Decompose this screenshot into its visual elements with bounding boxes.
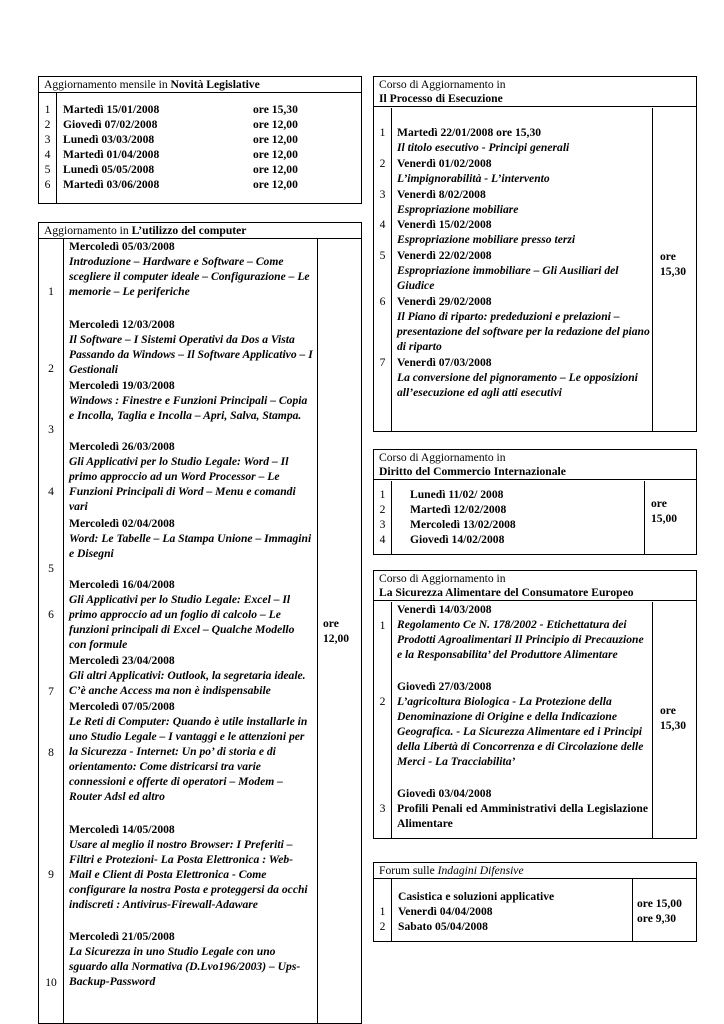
lesson-desc: Espropriazione immobiliare – Gli Ausiliari del Giudice [397,264,619,292]
lesson-date: Venerdì 8/02/2008 [397,188,486,201]
row-number: 5 [48,562,54,575]
lesson-desc: Il titolo esecutivo - Principi generali [397,141,570,154]
list-item [69,929,314,989]
box-header: Corso di Aggiornamento in Diritto del Commercio Internazionale [374,450,696,480]
table-row [374,517,644,532]
row-number: 10 [45,976,57,989]
row-number: 5 [379,249,386,262]
row-number: 1 [379,488,386,501]
row-time: ore 15,00 [637,897,682,910]
lesson-date: Martedì 22/01/2008 ore 15,30 [397,126,542,139]
row-number: 4 [44,148,51,161]
lesson-desc: Espropriazione mobiliare presso terzi [397,233,576,246]
row-date: Mercoledì 13/02/2008 [410,518,516,531]
row-number: 1 [44,103,51,116]
box-header: Aggiornamento mensile in Novità Legislative [39,77,361,93]
table-row [374,487,644,502]
lesson-desc: La conversione del pignoramento – Le opposizioni all’esecuzione ed agli atti esecutivi [397,371,638,399]
row-date: Martedì 01/04/2008 [63,148,160,161]
row-number: 1 [379,905,386,918]
lesson-desc: Windows : Finestre e Funzioni Principali – Copia e Incolla, Taglia e Incolla – Apri, Salva, Stampa. [69,394,308,422]
lesson-date: Mercoledì 26/03/2008 [69,440,175,453]
row-number: 3 [379,518,386,531]
list-item [69,653,314,698]
row-number: 4 [48,485,54,498]
list-item [397,294,651,354]
row-date: Lunedì 05/05/2008 [63,163,155,176]
box-commercio-internazionale [373,449,697,555]
lesson-date: Mercoledì 05/03/2008 [69,240,175,253]
lesson-desc: Espropriazione mobiliare [397,203,519,216]
row-number: 3 [379,802,386,815]
row-date: Venerdì 04/04/2008 [398,905,493,918]
row-date: Sabato 05/04/2008 [398,920,488,933]
row-number: 2 [48,362,54,375]
time-label: ore 15,30 [660,704,687,732]
table-row [39,132,361,147]
row-date: Lunedì 11/02/ 2008 [410,488,504,501]
table-row [39,102,361,117]
box-indagini-difensive [373,862,697,942]
row-number: 3 [44,133,51,146]
box-header: Forum sulle Indagini Difensive [374,863,696,879]
row-date: Martedì 03/06/2008 [63,178,160,191]
table-row [374,532,644,547]
list-item [397,217,651,247]
lesson-date: Venerdì 07/03/2008 [397,356,492,369]
list-item [397,187,651,217]
lesson-date: Mercoledì 21/05/2008 [69,930,175,943]
time-label: ore 12,00 [323,617,350,645]
schedule-list [374,487,644,547]
row-date: Martedì 15/01/2008 [63,103,160,116]
list-item [397,125,651,155]
box-processo-esecuzione [373,76,697,432]
row-number: 6 [379,295,386,308]
list-item [69,317,314,377]
list-item [69,378,314,423]
list-item [397,679,648,769]
list-item [397,355,651,400]
lesson-date: Venerdì 15/02/2008 [397,218,492,231]
list-item [69,822,314,912]
lesson-desc: Introduzione – Hardware e Software – Come scegliere il computer ideale – Configurazione – Le memorie – Le periferiche [69,255,310,298]
row-number: 4 [379,218,386,231]
row-number: 3 [48,423,54,436]
list-item [397,156,651,186]
row-number: 6 [44,178,51,191]
box-header: Aggiornamento in L’utilizzo del computer [39,223,361,239]
schedule-list [39,102,361,192]
lesson-desc: Profili Penali ed Amministrativi della Legislazione Alimentare [397,802,648,830]
table-row [39,162,361,177]
lesson-desc: Word: Le Tabelle – La Stampa Unione – Immagini e Disegni [69,532,312,560]
row-number: 1 [48,285,54,298]
row-number: 2 [379,920,386,933]
row-number: 4 [379,533,386,546]
table-row [39,177,361,192]
list-item [397,248,651,293]
row-number: 9 [48,868,54,881]
lesson-date: Mercoledì 19/03/2008 [69,379,175,392]
lesson-date: Giovedì 03/04/2008 [397,787,492,800]
lesson-date: Venerdì 01/02/2008 [397,157,492,170]
box-header: Corso di Aggiornamento in Il Processo di Esecuzione [374,77,696,107]
time-list [637,896,682,926]
lesson-date: Mercoledì 12/03/2008 [69,318,175,331]
row-number: 2 [379,157,386,170]
lesson-date: Venerdì 14/03/2008 [397,603,492,616]
row-time: ore 9,30 [637,912,677,925]
lesson-date: Venerdì 29/02/2008 [397,295,492,308]
table-row [39,117,361,132]
row-time: ore 12,00 [253,178,298,191]
lesson-desc: Usare al meglio il nostro Browser: I Preferiti – Filtri e Protezioni- La Posta Elettronica : Web-Mail e Client di Posta Elettronica - Come configurare la nostra Posta e proteggersi da occhi indiscreti : Antivirus-Firewall-Adaware [69,838,308,911]
lesson-desc: Le Reti di Computer: Quando è utile installarle in uno Studio Legale – I vantaggi e le attenzioni per la Sicurezza - Internet: Un po’ di storia e di orientamento: Come districarsi tra varie connessioni e offerte di operatori – Modem – Router Adsl ed altro [69,715,308,803]
list-item [397,602,648,662]
list-item [69,439,314,514]
row-number: 2 [379,503,386,516]
lesson-desc: Il Software – I Sistemi Operativi da Dos a Vista Passando da Windows – Il Software Applicativo – I Gestionali [69,333,313,376]
row-date: Giovedì 07/02/2008 [63,118,158,131]
row-number: 7 [48,685,54,698]
row-number: 1 [379,126,386,139]
lesson-desc: La Sicurezza in uno Studio Legale con uno sguardo alla Normativa (D.Lvo196/2003) – Ups-Backup-Password [69,945,301,988]
table-row [374,919,632,934]
row-number: 5 [44,163,51,176]
table-row [39,147,361,162]
time-label: ore 15,00 [651,497,678,525]
lesson-date: Venerdì 22/02/2008 [397,249,492,262]
row-time: ore 15,30 [253,103,298,116]
row-time: ore 12,00 [253,148,298,161]
lesson-desc: L’agricoltura Biologica - La Protezione della Denominazione di Origine e della Indicazione Geografica. - La Sicurezza Alimentare ed i Principi della Libertà di Concorrenza e di Circolazione delle Merci - La Tracciabilita’ [397,695,644,768]
table-row [374,502,644,517]
list-item [69,699,314,804]
row-date: Giovedì 14/02/2008 [410,533,505,546]
lesson-desc: Gli Applicativi per lo Studio Legale: Word – Il primo approccio ad un Word Processor – Le Funzioni Principali di Word – Menu e comandi vari [69,455,296,513]
row-number: 1 [379,619,386,632]
forum-subtitle: Casistica e soluzioni applicative [398,890,555,903]
table-row [374,904,632,919]
lesson-date: Mercoledì 23/04/2008 [69,654,175,667]
lesson-date: Mercoledì 16/04/2008 [69,578,175,591]
box-utilizzo-computer [38,222,362,1024]
row-time: ore 12,00 [253,163,298,176]
row-date: Martedì 12/02/2008 [410,503,507,516]
lesson-desc: Il Piano di riparto: prededuzioni e prelazioni – presentazione del software per la redazione del piano di riparto [397,310,650,353]
row-date: Lunedì 03/03/2008 [63,133,155,146]
box-novita-legislative [38,76,362,204]
row-number: 2 [44,118,51,131]
lesson-desc: Gli altri Applicativi: Outlook, la segretaria ideale. C’è anche Access ma non è indispensabile [69,669,306,697]
lesson-date: Mercoledì 07/05/2008 [69,700,175,713]
lesson-desc: Gli Applicativi per lo Studio Legale: Excel – Il primo approccio ad un foglio di calcolo – Le funzioni principali di Excel – Qualche Modello con formule [69,593,295,651]
row-number: 7 [379,356,386,369]
list-item [397,786,648,831]
time-label: ore 15,30 [660,250,687,278]
lesson-desc: L’impignorabilità - L’intervento [397,172,550,185]
box-header: Corso di Aggiornamento in La Sicurezza Alimentare del Consumatore Europeo [374,571,696,601]
schedule-list [374,904,632,934]
list-item [69,577,314,652]
box-sicurezza-alimentare [373,570,697,839]
lesson-date: Mercoledì 02/04/2008 [69,517,175,530]
row-number: 8 [48,746,54,759]
row-time: ore 12,00 [253,133,298,146]
row-number: 2 [379,695,386,708]
row-number: 3 [379,188,386,201]
lesson-desc: Regolamento Ce N. 178/2002 - Etichettatura dei Prodotti Agroalimentari Il Principio di Precauzione e la Responsabilita’ del Produttore Alimentare [397,618,644,661]
lesson-date: Giovedì 27/03/2008 [397,680,492,693]
list-item [69,516,314,561]
list-item [69,239,314,299]
row-number: 6 [48,608,54,621]
lesson-date: Mercoledì 14/05/2008 [69,823,175,836]
row-time: ore 12,00 [253,118,298,131]
